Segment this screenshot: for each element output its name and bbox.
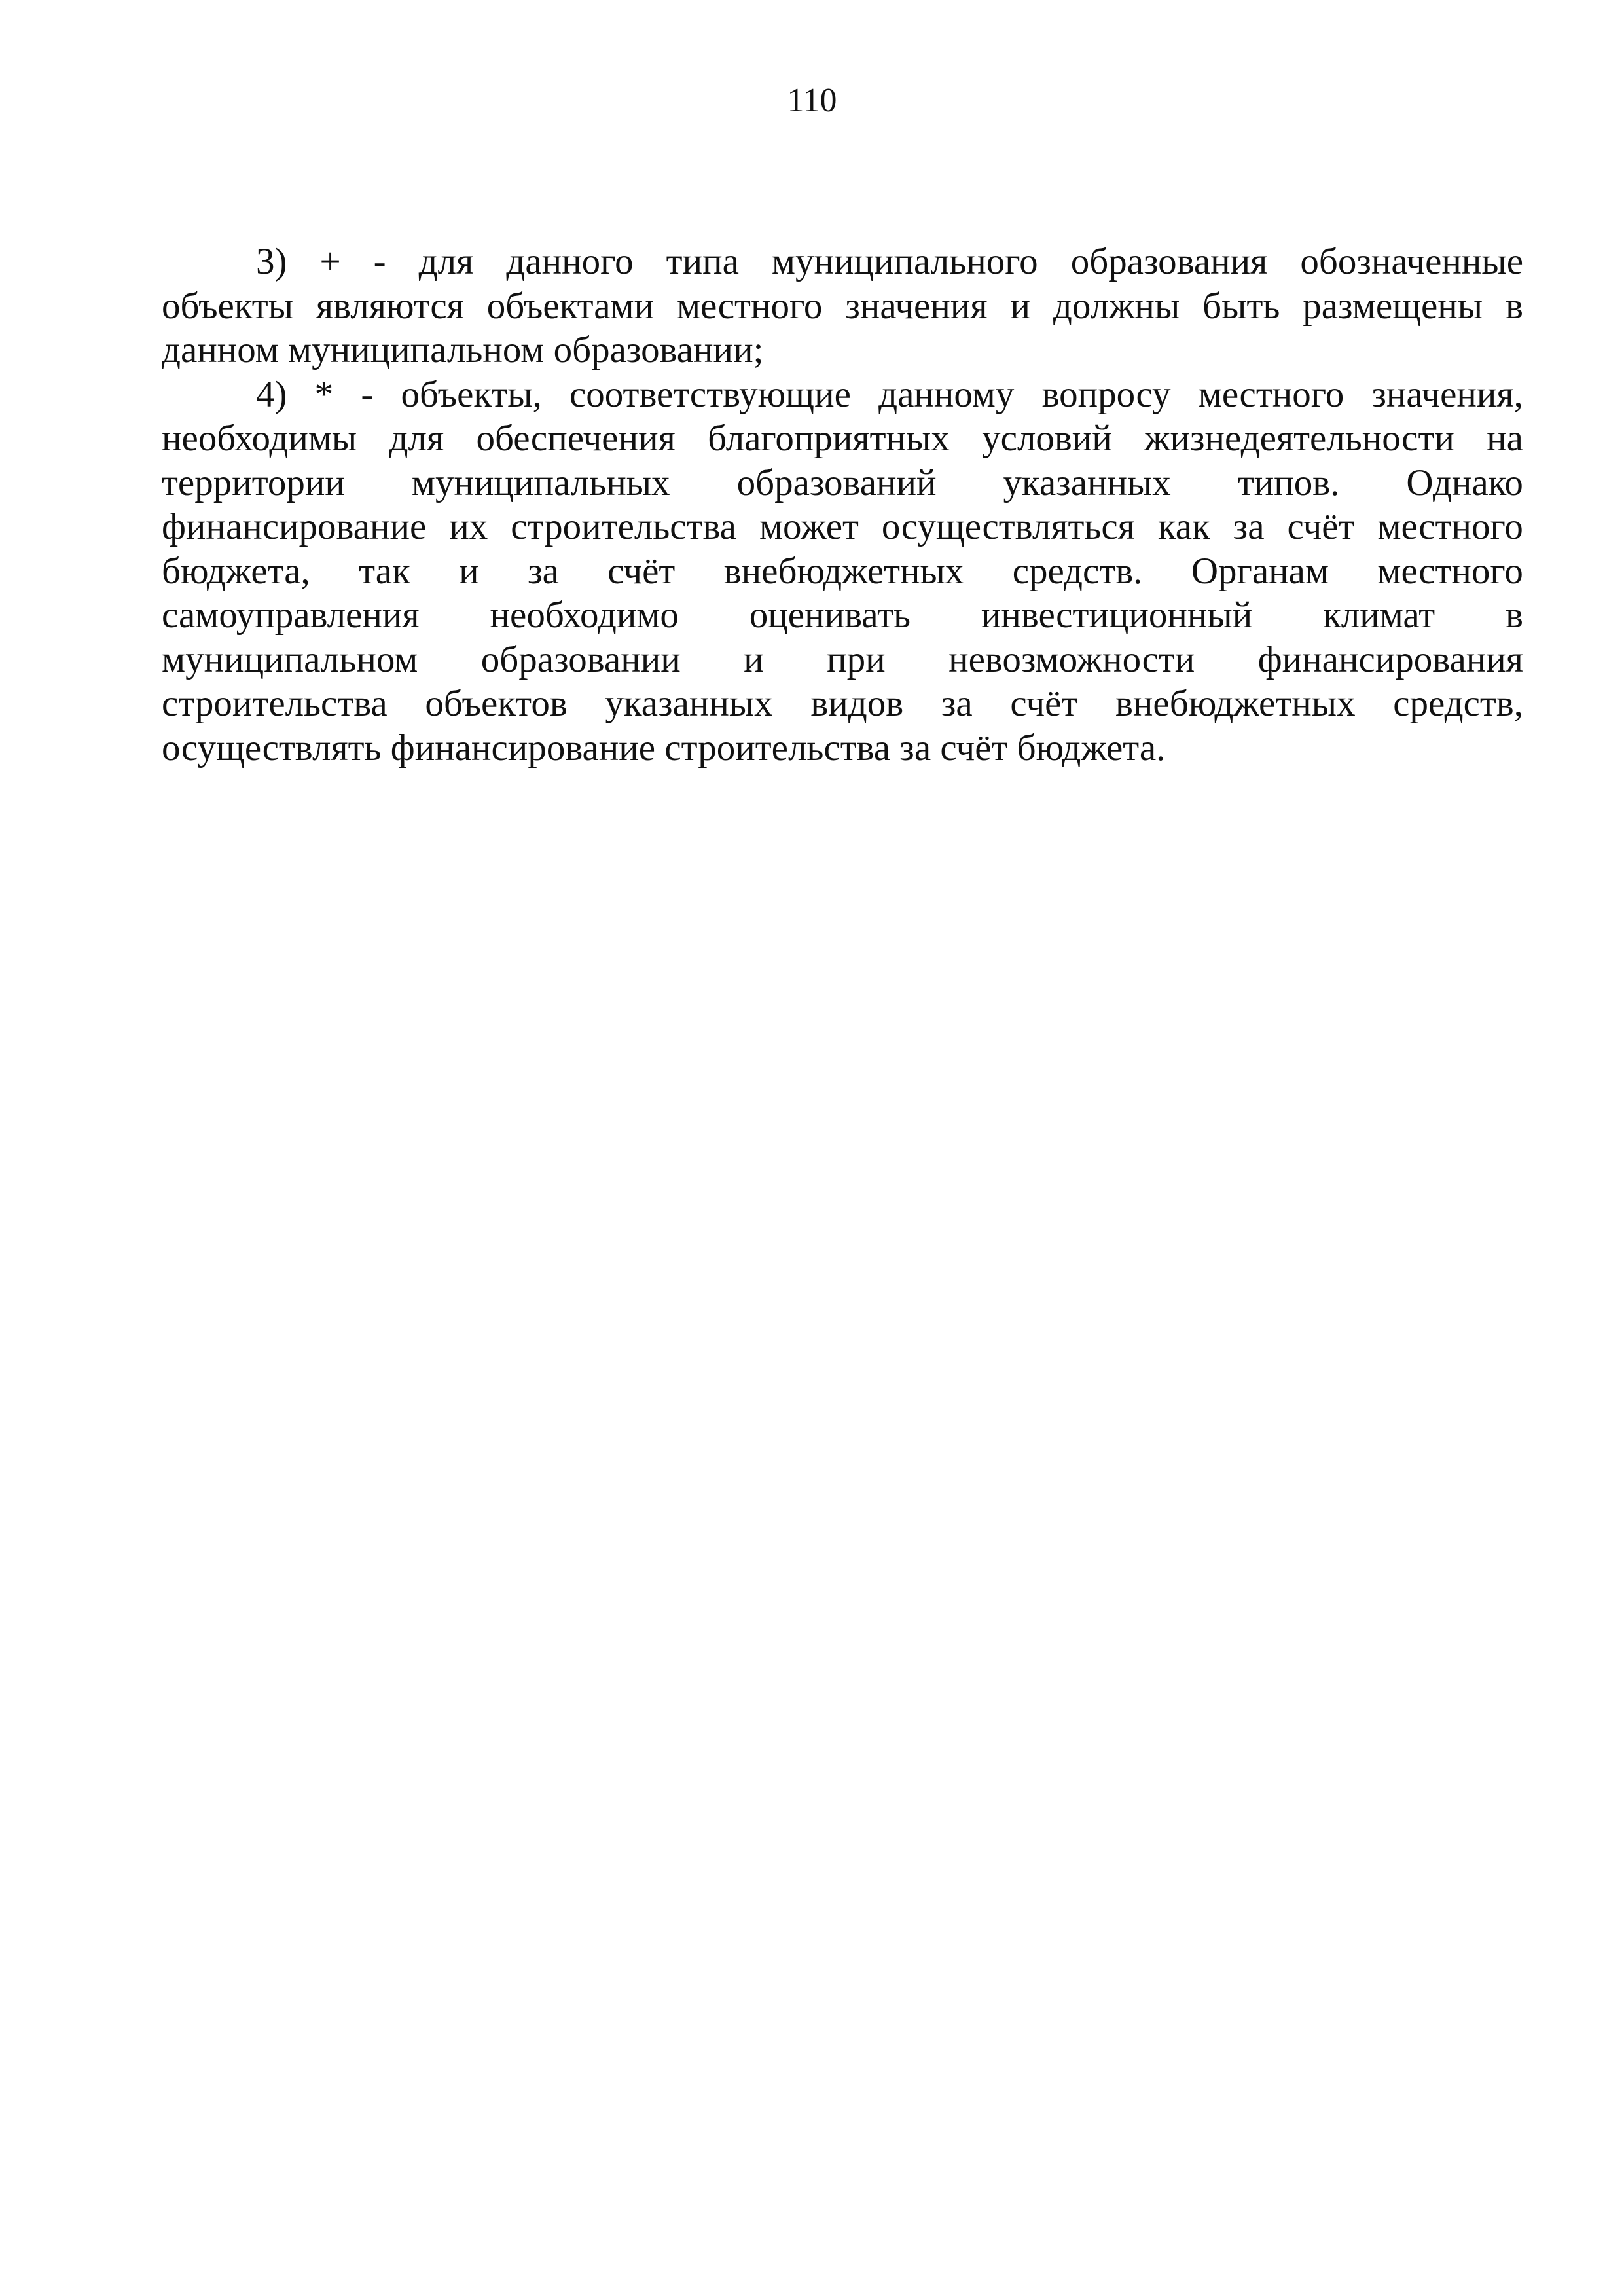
- document-body: [162, 240, 1523, 770]
- page-number: 110: [787, 82, 837, 119]
- text-line: данном муниципальном образовании;: [162, 329, 764, 371]
- text-line: бюджета, так и за счёт внебюджетных средств. Органам местного: [162, 550, 1523, 592]
- text-line: строительства объектов указанных видов за счёт внебюджетных средств,: [162, 683, 1523, 724]
- text-line: необходимы для обеспечения благоприятных условий жизнедеятельности на: [162, 418, 1523, 459]
- paragraph-3: [162, 240, 1523, 373]
- text-line: осуществлять финансирование строительства за счёт бюджета.: [162, 727, 1166, 769]
- text-line: финансирование их строительства может осуществляться как за счёт местного: [162, 506, 1523, 547]
- text-line: 4) * - объекты, соответствующие данному вопросу местного значения,: [256, 373, 1523, 415]
- text-line: территории муниципальных образований указанных типов. Однако: [162, 462, 1523, 503]
- text-line: муниципальном образовании и при невозможности финансирования: [162, 638, 1523, 680]
- text-line: объекты являются объектами местного значения и должны быть размещены в: [162, 285, 1523, 327]
- text-line: 3) + - для данного типа муниципального образования обозначенные: [256, 241, 1523, 282]
- paragraph-4: [162, 373, 1523, 771]
- text-line: самоуправления необходимо оценивать инвестиционный климат в: [162, 594, 1523, 636]
